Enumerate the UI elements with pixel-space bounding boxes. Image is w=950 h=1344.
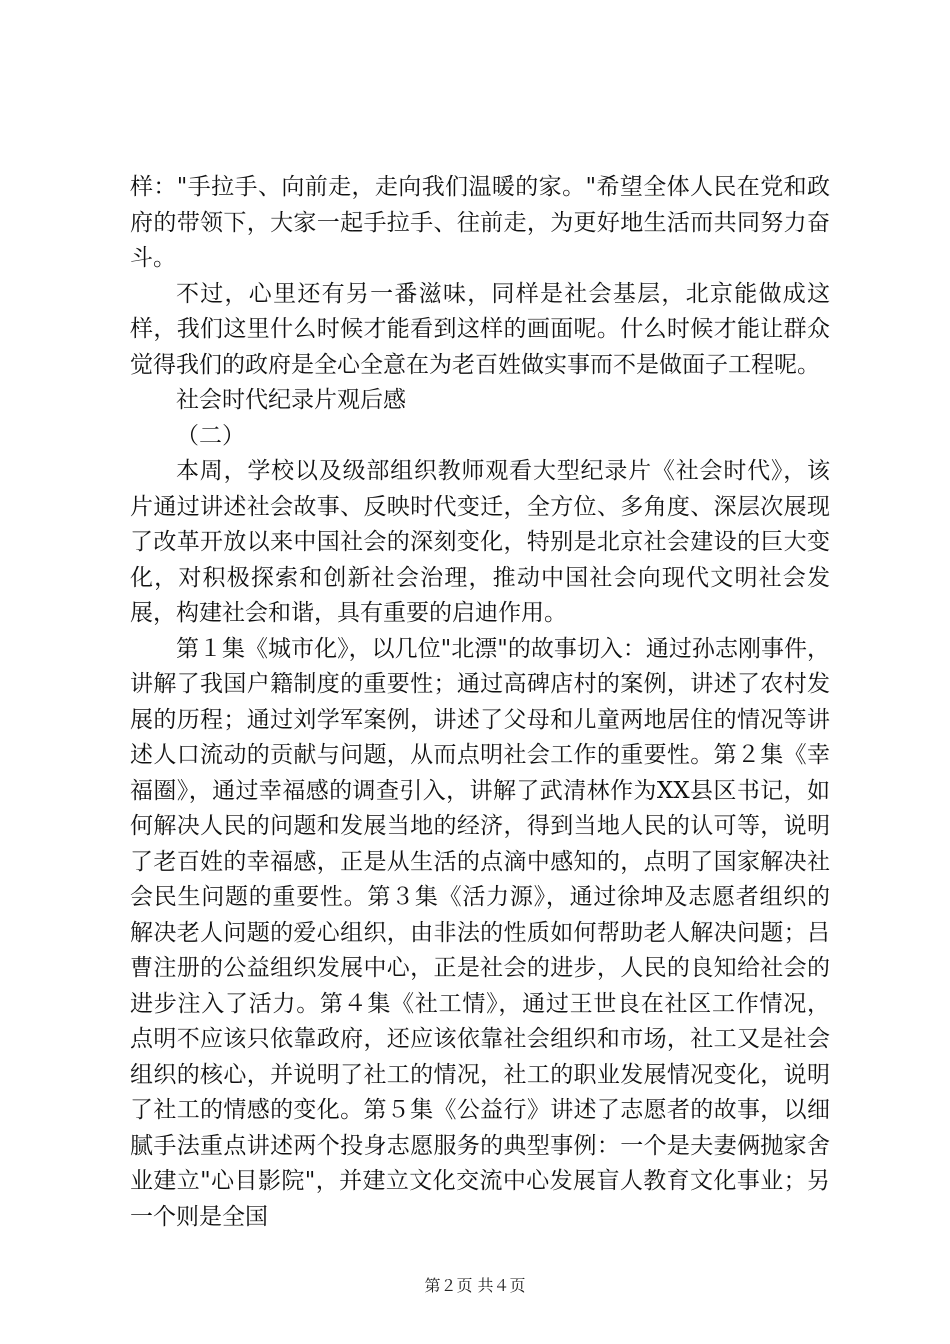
paragraph-episodes: 第１集《城市化》，以几位"北漂"的故事切入：通过孙志刚事件，讲解了我国户籍制度的重要性；通过高碑店村的案例，讲述了农村发展的历程；通过刘学军案例，讲述了父母和儿童两地居住的情况等讲述人口流动的贡献与问题，从而点明社会工作的重要性。第２集《幸福圈》，通过幸福感的调查引入，讲解了武清林作为XX县区书记，如何解决人民的问题和发展当地的经济，得到当地人民的认可等，说明了老百姓的幸福感，正是从生活的点滴中感知的，点明了国家解决社会民生问题的重要性。第３集《活力源》，通过徐坤及志愿者组织的解决老人问题的爱心组织，由非法的性质如何帮助老人解决问题；吕曹注册的公益组织发展中心，正是社会的进步，人民的良知给社会的进步注入了活力。第４集《社工情》，通过王世良在社区工作情况，点明不应该只依靠政府，还应该依靠社会组织和市场，社工又是社会组织的核心，并说明了社工的情况，社工的职业发展情况变化，说明了社工的情感的变化。第５集《公益行》讲述了志愿者的故事，以细腻手法重点讲述两个投身志愿服务的典型事例：一个是夫妻俩抛家舍业建立"心目影院"，并建立文化交流中心发展盲人教育文化事业；另一个则是全国 bbox=[130, 635, 830, 1230]
document-body bbox=[130, 170, 830, 1235]
paragraph-reflection: 不过，心里还有另一番滋味，同样是社会基层，北京能做成这样，我们这里什么时候才能看到这样的画面呢。什么时候才能让群众觉得我们的政府是全心全意在为老百姓做实事而不是做面子工程呢。 bbox=[130, 280, 830, 378]
section-number: （二） bbox=[176, 422, 245, 449]
section-title: 社会时代纪录片观后感 bbox=[176, 387, 406, 413]
paragraph-intro: 本周，学校以及级部组织教师观看大型纪录片《社会时代》，该片通过讲述社会故事、反映时代变迁，全方位、多角度、深层次展现了改革开放以来中国社会的深刻变化，特别是北京社会建设的巨大变化，对积极探索和创新社会治理，推动中国社会向现代文明社会发展，构建社会和谐，具有重要的启迪作用。 bbox=[130, 458, 830, 626]
paragraph-continuation: 样："手拉手、向前走，走向我们温暖的家。"希望全体人民在党和政府的带领下，大家一起手拉手、往前走，为更好地生活而共同努力奋斗。 bbox=[130, 174, 830, 271]
page-footer: 第２页 共４页 bbox=[424, 1276, 526, 1295]
